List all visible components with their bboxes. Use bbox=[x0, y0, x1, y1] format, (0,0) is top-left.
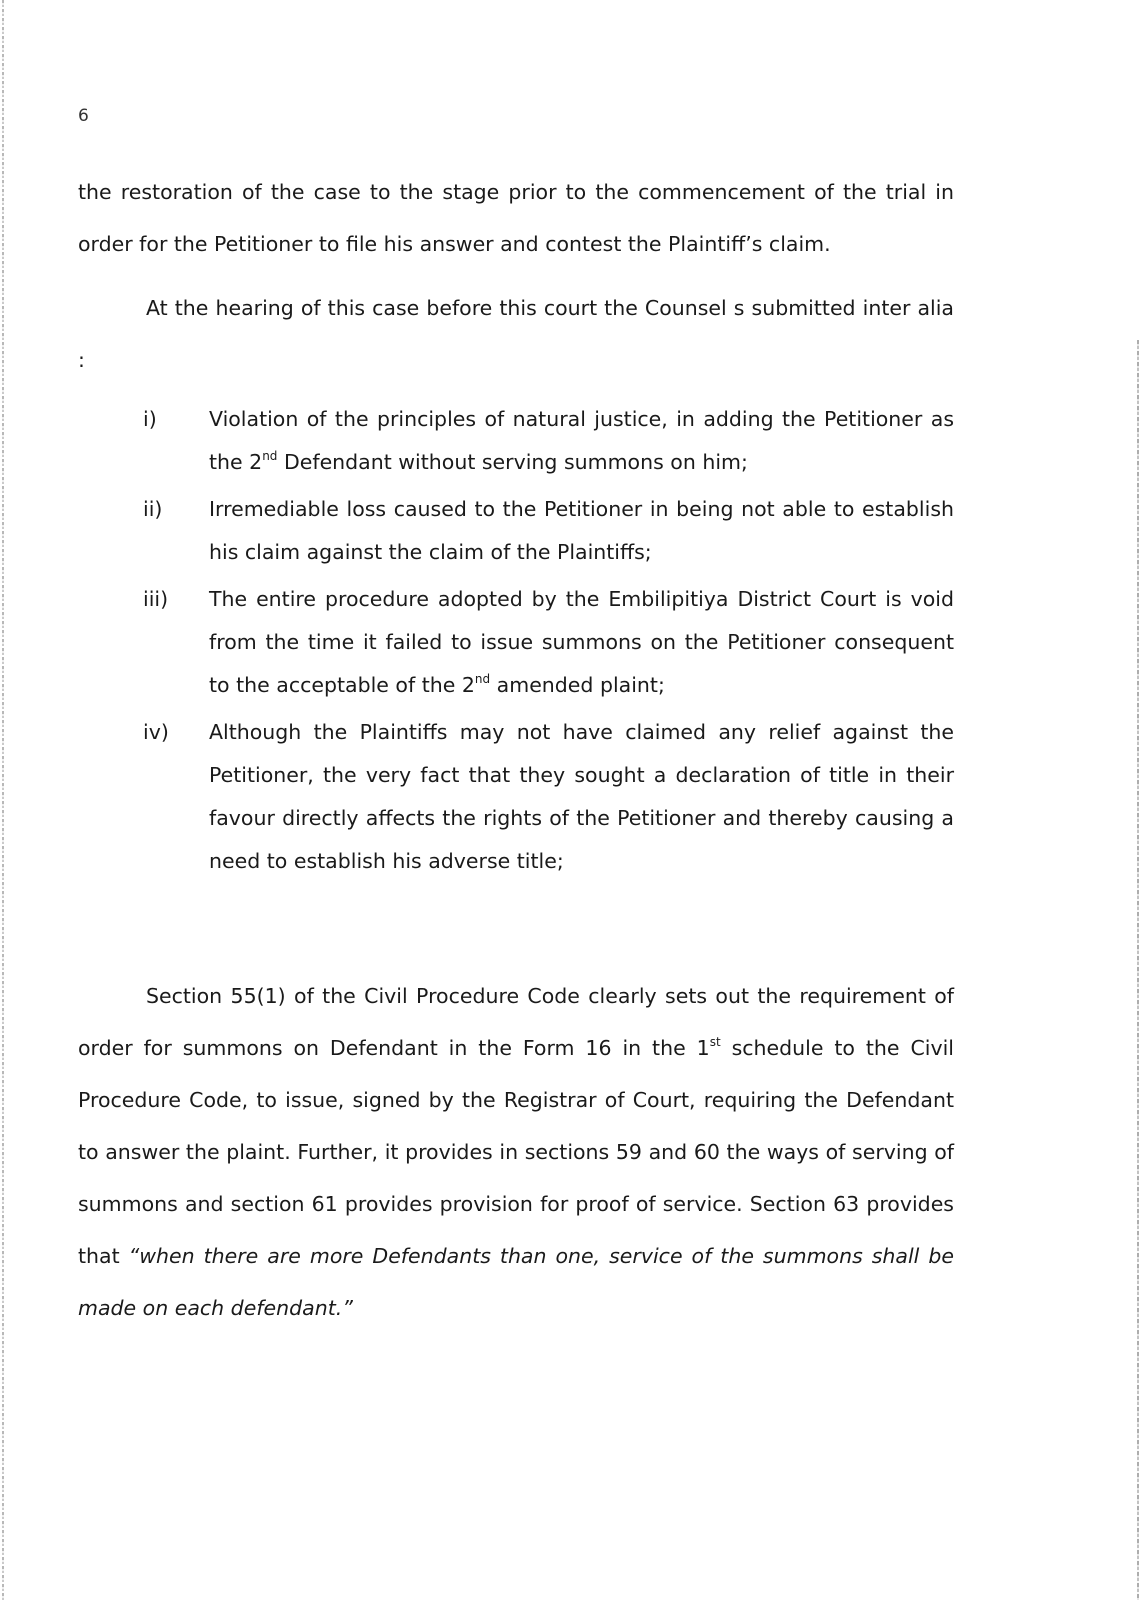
list-item-text: The entire procedure adopted by the Embilipitiya District Court is void from the time it failed to issue summons on the Petitioner consequent to the acceptable of the 2 bbox=[209, 587, 954, 697]
list-item-text: Violation of the principles of natural justice, in adding the Petitioner as the 2 bbox=[209, 407, 954, 474]
section-63-quote: “when there are more Defendants than one, service of the summons shall be made on each defendant.” bbox=[78, 1244, 954, 1320]
scan-edge-right bbox=[1137, 340, 1139, 1600]
list-item-text: Although the Plaintiffs may not have claimed any relief against the Petitioner, the very fact that they sought a declaration of title in their favour directly affects the rights of the Petitioner and thereby causing a need to establish his adverse title; bbox=[209, 720, 954, 873]
submissions-list bbox=[78, 398, 954, 887]
list-item-text: Defendant without serving summons on him; bbox=[277, 450, 748, 474]
list-item bbox=[78, 711, 954, 883]
paragraph-section-55 bbox=[78, 970, 954, 1334]
ordinal-suffix: st bbox=[709, 1035, 721, 1050]
ordinal-suffix: nd bbox=[474, 672, 491, 687]
list-item-text: amended plaint; bbox=[490, 673, 665, 697]
section-text: schedule to the Civil Procedure Code, to issue, signed by the Registrar of Court, requiring the Defendant to answer the plaint. Further, it provides in sections 59 and 60 the ways of serving of summons and section 61 provides provision for proof of service. Section 63 provides that bbox=[78, 1036, 954, 1268]
list-item bbox=[78, 398, 954, 484]
page-number: 6 bbox=[78, 106, 89, 126]
paragraph-restoration: the restoration of the case to the stage prior to the commencement of the trial in order for the Petitioner to file his answer and contest the Plaintiff’s claim. bbox=[78, 180, 954, 256]
list-item-text: Irremediable loss caused to the Petitioner in being not able to establish his claim against the claim of the Plaintiffs; bbox=[209, 497, 954, 564]
list-marker: iv) bbox=[143, 720, 169, 744]
list-item bbox=[78, 488, 954, 574]
list-marker: iii) bbox=[143, 587, 169, 611]
scan-edge-left bbox=[2, 0, 4, 1600]
list-marker: ii) bbox=[143, 497, 163, 521]
ordinal-suffix: nd bbox=[262, 449, 278, 464]
section-text: Section 55(1) of the Civil Procedure Code clearly sets out the requirement of order for summons on Defendant in the Form 16 in the 1 bbox=[78, 984, 954, 1060]
list-item bbox=[78, 578, 954, 707]
paragraph-hearing: At the hearing of this case before this court the Counsel s submitted inter alia : bbox=[78, 296, 954, 372]
list-marker: i) bbox=[143, 407, 157, 431]
